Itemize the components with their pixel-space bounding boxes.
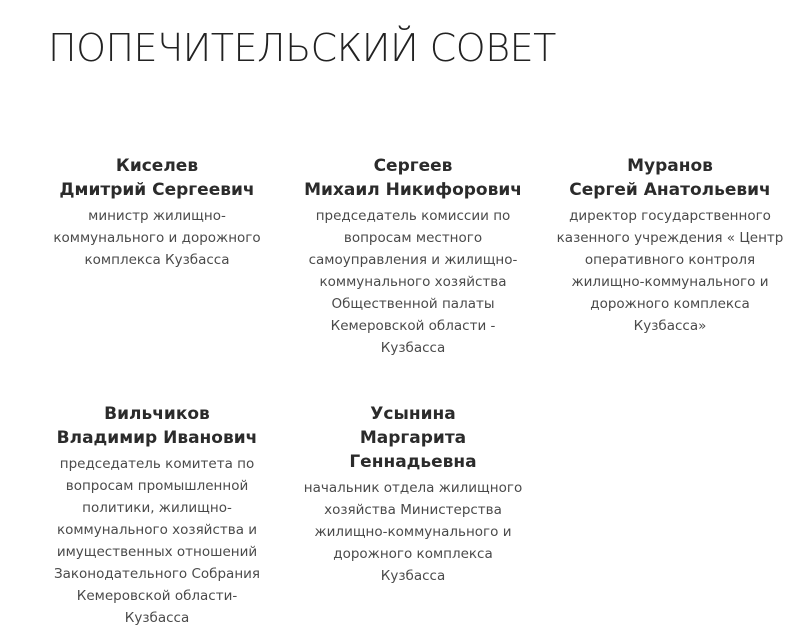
member-name xyxy=(37,402,277,450)
page-title: ПОПЕЧИТЕЛЬСКИЙ СОВЕТ xyxy=(48,26,556,70)
member-role: директор государственного казенного учреждения « Центр оперативного контроля жилищно-коммунального и дорожного комплекса Кузбасса» xyxy=(556,208,784,334)
member-role: начальник отдела жилищного хозяйства Министерства жилищно-коммунального и дорожного комплекса Кузбасса xyxy=(303,480,523,584)
member-given-name: Владимир Иванович xyxy=(56,428,258,448)
member-surname: Вильчиков xyxy=(104,404,210,424)
member-given-name: Дмитрий Сергеевич xyxy=(59,180,255,200)
member-card xyxy=(550,154,790,337)
member-surname: Сергеев xyxy=(373,156,453,176)
member-card xyxy=(37,154,277,271)
member-given-name: Сергей Анатольевич xyxy=(569,180,771,200)
member-given-name: Михаил Никифорович xyxy=(304,180,522,200)
member-card xyxy=(293,154,533,359)
member-role: министр жилищно-коммунального и дорожного комплекса Кузбасса xyxy=(53,208,261,268)
member-role: председатель комитета по вопросам промышленной политики, жилищно-коммунального хозяйства и имущественных отношений Законодательного Собрания Кемеровской области-Кузбасса xyxy=(53,456,261,626)
member-surname: Усынина xyxy=(370,404,456,424)
member-card xyxy=(37,402,277,629)
member-role: председатель комиссии по вопросам местного самоуправления и жилищно-коммунального хозяйства Общественной палаты Кемеровской области - Кузбасса xyxy=(308,208,518,356)
member-name xyxy=(293,154,533,202)
member-card xyxy=(293,402,533,587)
member-given-name: Маргарита Геннадьевна xyxy=(349,428,477,472)
member-surname: Муранов xyxy=(627,156,713,176)
member-surname: Киселев xyxy=(115,156,199,176)
member-name xyxy=(338,402,488,474)
member-name xyxy=(37,154,277,202)
member-name xyxy=(550,154,790,202)
